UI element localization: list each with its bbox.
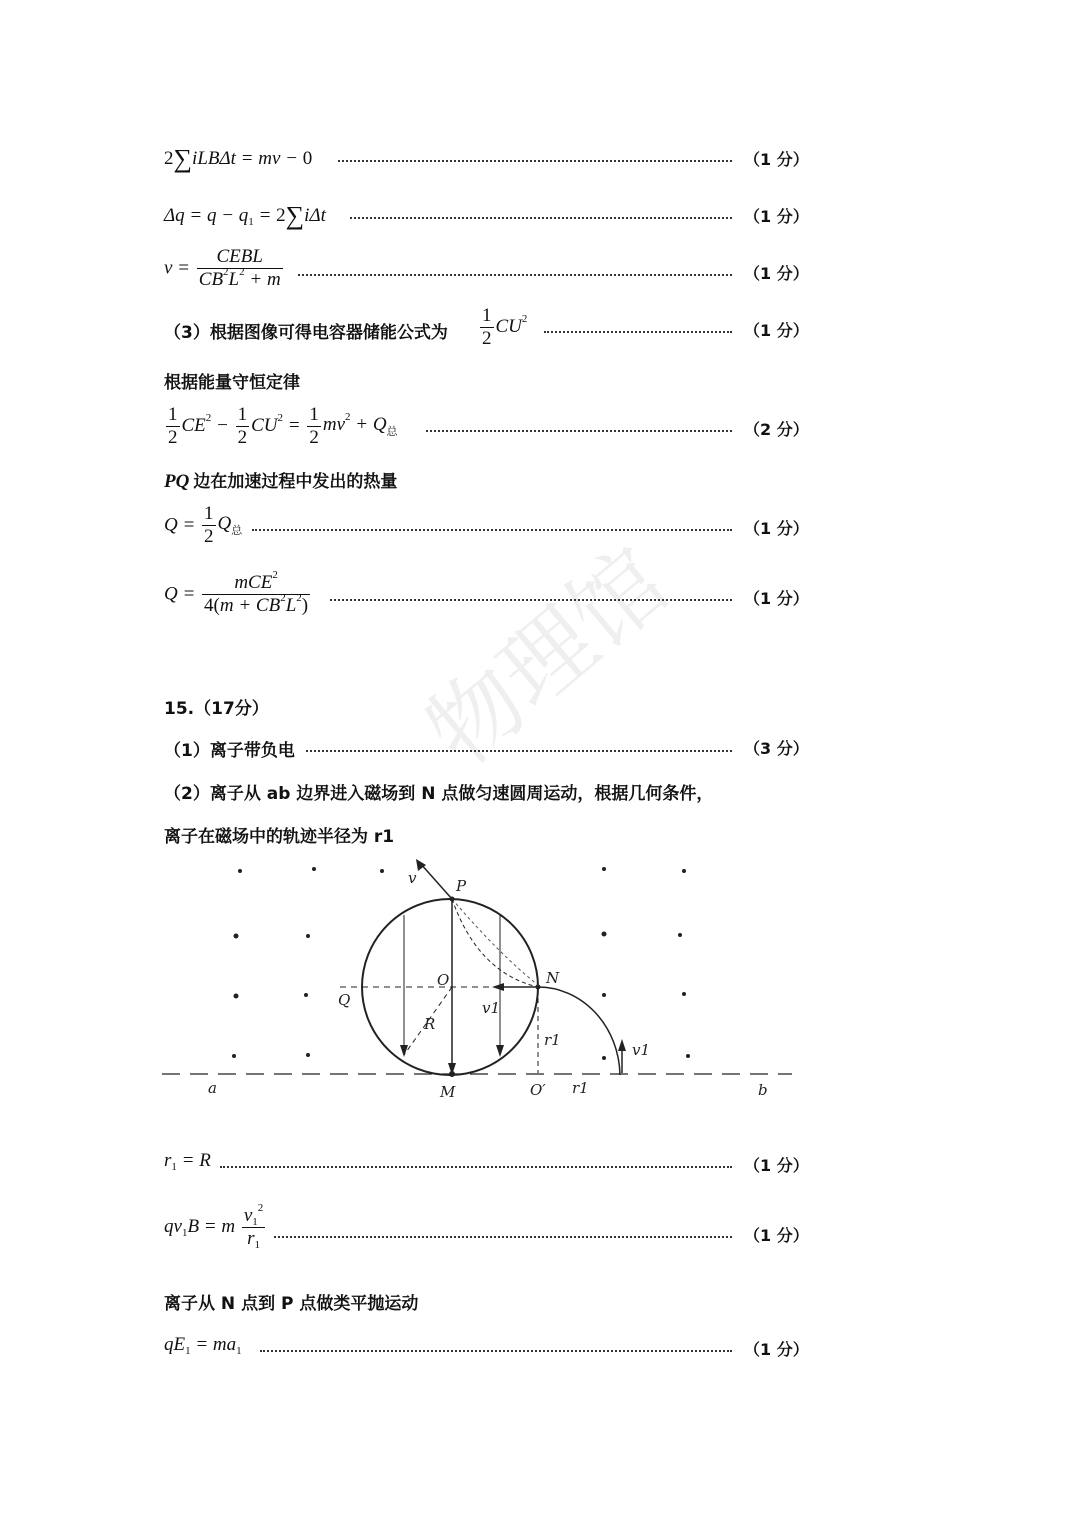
label-R: R [424, 1015, 436, 1033]
label-v1-arrow: v1 [482, 999, 501, 1017]
score: （1 分） [744, 1340, 809, 1359]
label-O: O [437, 971, 450, 989]
label-P: P [456, 877, 467, 895]
label-v1-up: v1 [632, 1041, 651, 1059]
q15-title: 15.（17分） [164, 699, 269, 719]
equation-electric-force: $qE_1 = ma_1$ [164, 1334, 242, 1357]
score: （1 分） [744, 1226, 809, 1245]
leader-dots [274, 1236, 732, 1238]
leader-dots [426, 430, 732, 432]
energy-law-text: 根据能量守恒定律 [164, 373, 300, 393]
field-dots [232, 867, 690, 1060]
score: （1 分） [744, 321, 809, 340]
score: （1 分） [744, 1156, 809, 1175]
label-O-prime: O′ [530, 1081, 546, 1099]
leader-dots [220, 1166, 732, 1168]
score: （1 分） [744, 150, 809, 169]
label-N: N [546, 969, 560, 987]
score: （1 分） [744, 207, 809, 226]
equation-lorentz: $qv_1B = m$ $\frac{v_1^2}{r_1}$ [164, 1202, 264, 1251]
q3-text: （3）根据图像可得电容器储能公式为 [164, 323, 448, 343]
pq-heat-text: PQ 边在加速过程中发出的热量 [164, 471, 398, 492]
score: （2 分） [744, 420, 809, 439]
q15-part2: （2）离子从 ab 边界进入磁场到 N 点做匀速圆周运动，根据几何条件， [164, 784, 714, 804]
leader-dots [260, 1350, 732, 1352]
score: （1 分） [744, 519, 809, 538]
score: （1 分） [744, 264, 809, 283]
equation-heat-result: Q = $\frac{mCE^2}{4(m + CB^2L^2)}$ [164, 569, 309, 616]
leader-dots [544, 331, 732, 333]
q15-radius-text: 离子在磁场中的轨迹半径为 r1 [164, 827, 395, 847]
leader-dots [330, 599, 732, 601]
equation-velocity: v = $\frac{\text{CEBL}}{CB^2L^2 + m}$ [164, 246, 281, 290]
label-r1-horizontal: r1 [572, 1079, 589, 1097]
equation-radius: $r_1 = R$ [164, 1150, 211, 1173]
label-M: M [440, 1083, 456, 1101]
watermark: 物理馆 [407, 527, 689, 788]
leader-dots [252, 529, 732, 531]
capacitor-energy-formula: $\frac{1}{2}$ $CU^2$ [482, 305, 528, 349]
leader-dots [338, 160, 732, 162]
label-b: b [758, 1081, 768, 1099]
leader-dots [350, 217, 732, 219]
equation-heat-half: Q = $\frac{1}{2}$ $Q_总$ [164, 503, 243, 547]
label-a: a [208, 1079, 217, 1097]
label-Q: Q [338, 991, 351, 1009]
np-motion-text: 离子从 N 点到 P 点做类平抛运动 [164, 1294, 419, 1314]
trajectory-figure [160, 855, 800, 1115]
leader-dots [306, 750, 732, 752]
q15-part1: （1）离子带负电 [164, 741, 295, 761]
score: （1 分） [744, 589, 809, 608]
label-r1-vertical: r1 [544, 1031, 561, 1049]
equation-energy: $\frac{1}{2}$ $CE^2$ − $\frac{1}{2}$ $CU^2$ = $\frac{1}{2}$ $mv^2 + Q_总$ [168, 404, 398, 448]
label-v: v [408, 869, 417, 887]
equation-momentum: 2∑iLBΔt = mv − 0 [164, 144, 313, 173]
leader-dots [298, 274, 732, 276]
score: （3 分） [744, 739, 809, 758]
equation-charge: $\Delta q = q - q_1 = 2\sum i\Delta t$ [164, 201, 326, 230]
